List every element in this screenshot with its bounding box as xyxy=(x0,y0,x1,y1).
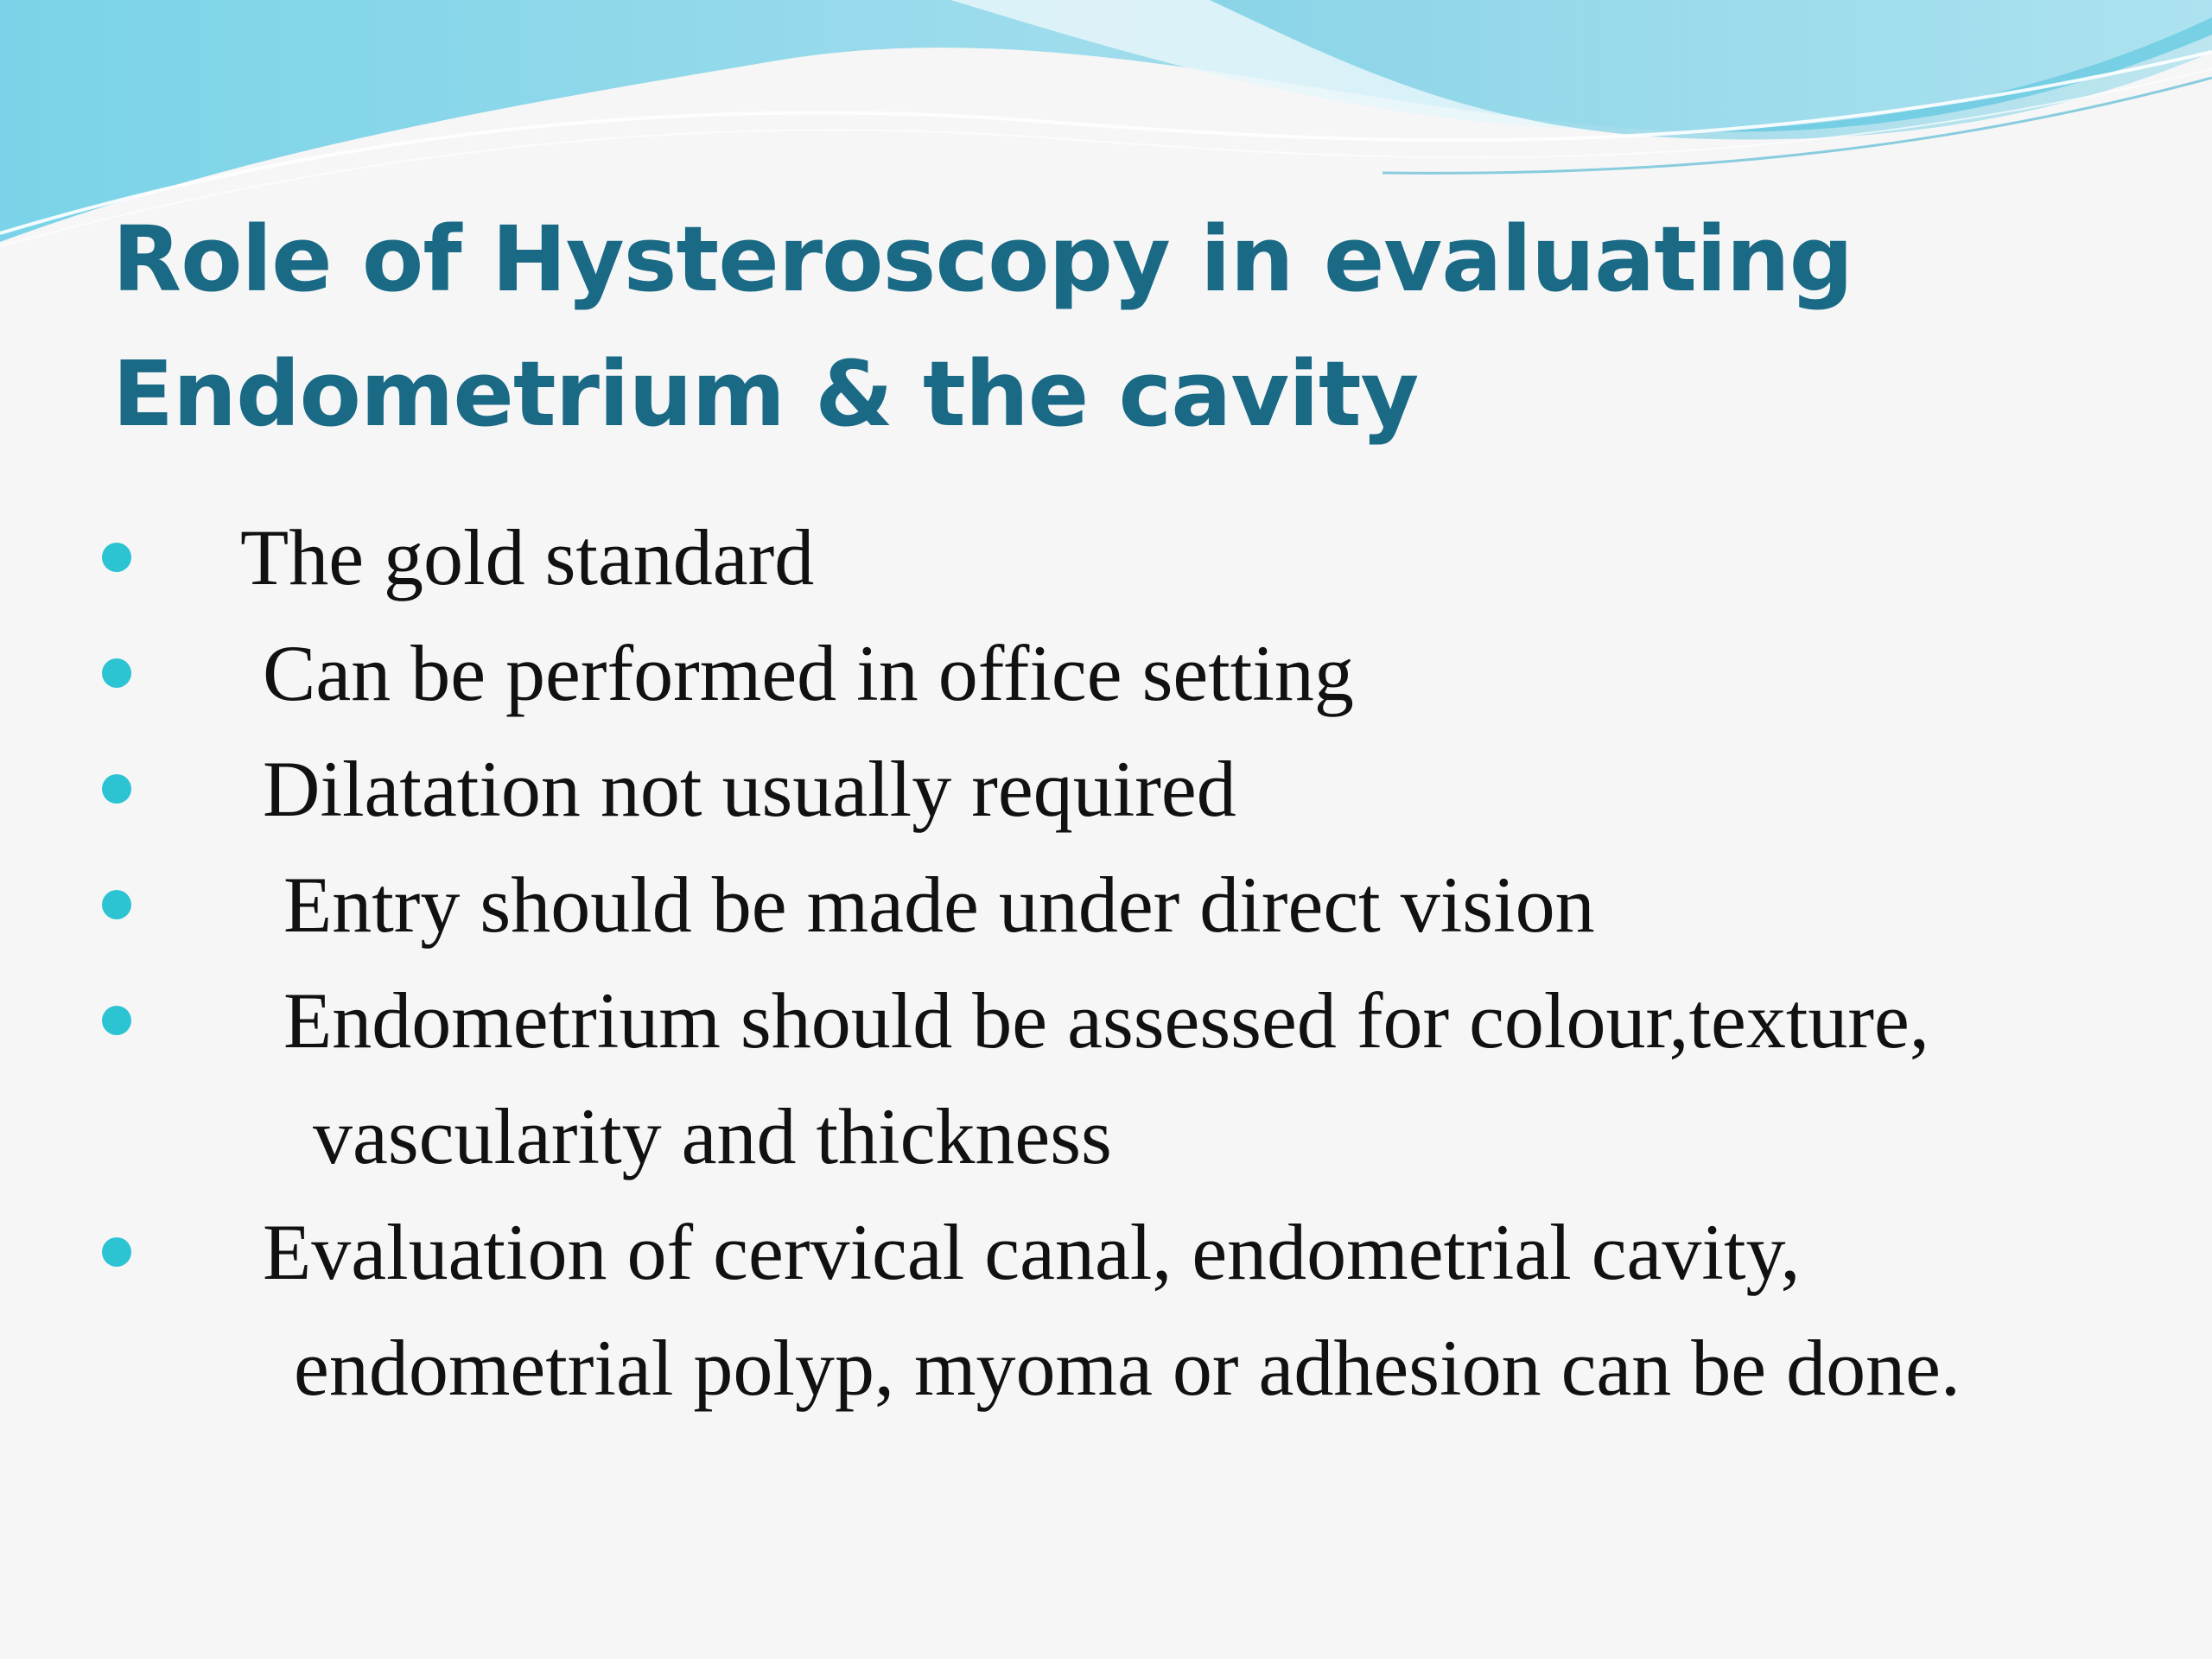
bullet-dot xyxy=(102,1006,131,1035)
list-item xyxy=(0,615,2212,731)
list-item xyxy=(0,499,2212,615)
bullet-text: Can be performed in office setting xyxy=(263,629,1354,717)
bullet-dot xyxy=(102,658,131,688)
list-item xyxy=(0,847,2212,963)
bullet-dot xyxy=(102,1237,131,1267)
slide-title xyxy=(112,192,1853,461)
bullet-text: Dilatation not usually required xyxy=(263,745,1236,833)
bullet-dot xyxy=(102,890,131,919)
bullet-text: Evaluation of cervical canal, endometrial cavity, xyxy=(263,1208,1801,1296)
list-item xyxy=(0,1194,2212,1310)
bullet-text: Endometrium should be assessed for colour,texture, xyxy=(283,976,1929,1065)
list-item xyxy=(0,731,2212,847)
bullet-dot xyxy=(102,774,131,804)
title-line-1: Role of Hysteroscopy in evaluating xyxy=(112,207,1853,312)
list-item-continuation xyxy=(0,1078,2212,1194)
bullet-dot xyxy=(102,543,131,572)
bullet-continuation-text: vascularity and thickness xyxy=(313,1092,1112,1180)
bullet-continuation-text: endometrial polyp, myoma or adhesion can be done. xyxy=(294,1324,1961,1412)
title-line-2: Endometrium & the cavity xyxy=(112,341,1419,447)
bullet-text: The gold standard xyxy=(240,513,815,601)
list-item-continuation xyxy=(0,1310,2212,1426)
bullet-text: Entry should be made under direct vision xyxy=(283,861,1595,949)
list-item xyxy=(0,963,2212,1078)
